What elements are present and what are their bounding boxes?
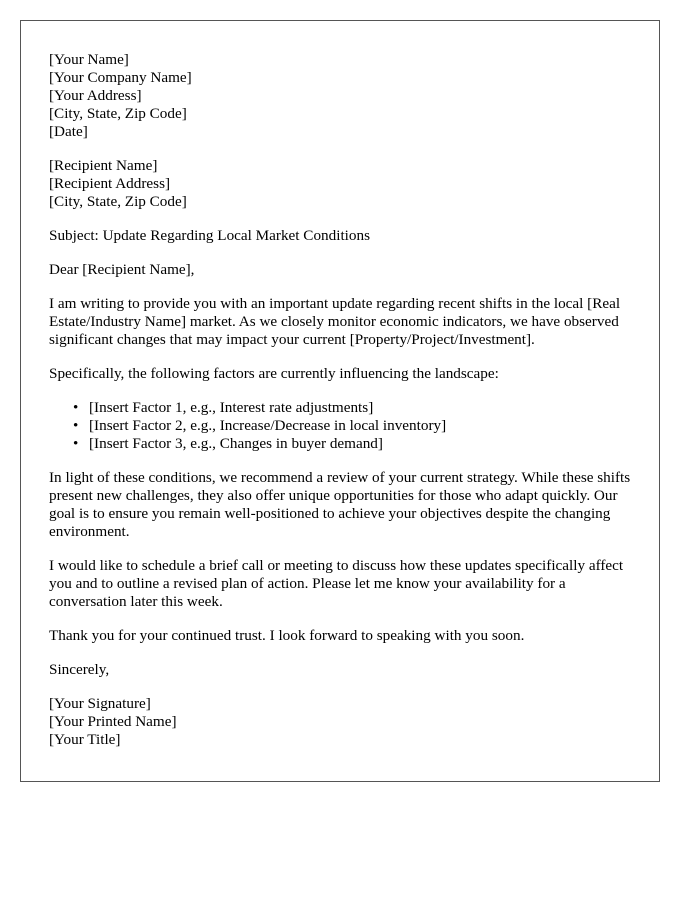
factor-text: [Insert Factor 1, e.g., Interest rate adjustments] bbox=[89, 399, 374, 416]
sender-company: [Your Company Name] bbox=[49, 69, 192, 86]
sender-name: [Your Name] bbox=[49, 51, 129, 68]
list-item bbox=[73, 399, 631, 417]
sender-city-state-zip: [City, State, Zip Code] bbox=[49, 105, 187, 122]
factors-list bbox=[49, 399, 631, 453]
sender-block bbox=[49, 51, 631, 141]
bullet-icon: • bbox=[73, 399, 79, 416]
sender-address: [Your Address] bbox=[49, 87, 142, 104]
recipient-address: [Recipient Address] bbox=[49, 175, 171, 192]
recipient-city-state-zip: [City, State, Zip Code] bbox=[49, 193, 187, 210]
signature-block bbox=[49, 695, 631, 749]
signer-title: [Your Title] bbox=[49, 731, 121, 748]
subject-line: Subject: Update Regarding Local Market Conditions bbox=[49, 227, 370, 244]
closing: Sincerely, bbox=[49, 661, 110, 678]
bullet-icon: • bbox=[73, 435, 79, 452]
recipient-block bbox=[49, 157, 631, 211]
recipient-name: [Recipient Name] bbox=[49, 157, 158, 174]
thanks-paragraph: Thank you for your continued trust. I look forward to speaking with you soon. bbox=[49, 627, 525, 644]
signature: [Your Signature] bbox=[49, 695, 151, 712]
letter-date: [Date] bbox=[49, 123, 88, 140]
salutation: Dear [Recipient Name], bbox=[49, 261, 195, 278]
list-item bbox=[73, 417, 631, 435]
list-item bbox=[73, 435, 631, 453]
factor-text: [Insert Factor 3, e.g., Changes in buyer demand] bbox=[89, 435, 383, 452]
factor-text: [Insert Factor 2, e.g., Increase/Decrease in local inventory] bbox=[89, 417, 447, 434]
intro-paragraph: I am writing to provide you with an important update regarding recent shifts in the local [Real Estate/Industry Name] market. As we closely monitor economic indicators, we have observed significant changes that may impact your current [Property/Project/Investment]. bbox=[49, 295, 621, 348]
meeting-paragraph: I would like to schedule a brief call or meeting to discuss how these updates specifically affect you and to outline a revised plan of action. Please let me know your availability for a conversation later this week. bbox=[49, 557, 624, 610]
bullet-icon: • bbox=[73, 417, 79, 434]
recommendation-paragraph: In light of these conditions, we recommend a review of your current strategy. While these shifts present new challenges, they also offer unique opportunities for those who adapt quickly. Our goal is to ensure you remain well-positioned to achieve your objectives despite the changing environment. bbox=[49, 469, 631, 540]
letter-page bbox=[20, 20, 660, 782]
printed-name: [Your Printed Name] bbox=[49, 713, 177, 730]
factors-intro-paragraph: Specifically, the following factors are currently influencing the landscape: bbox=[49, 365, 499, 382]
